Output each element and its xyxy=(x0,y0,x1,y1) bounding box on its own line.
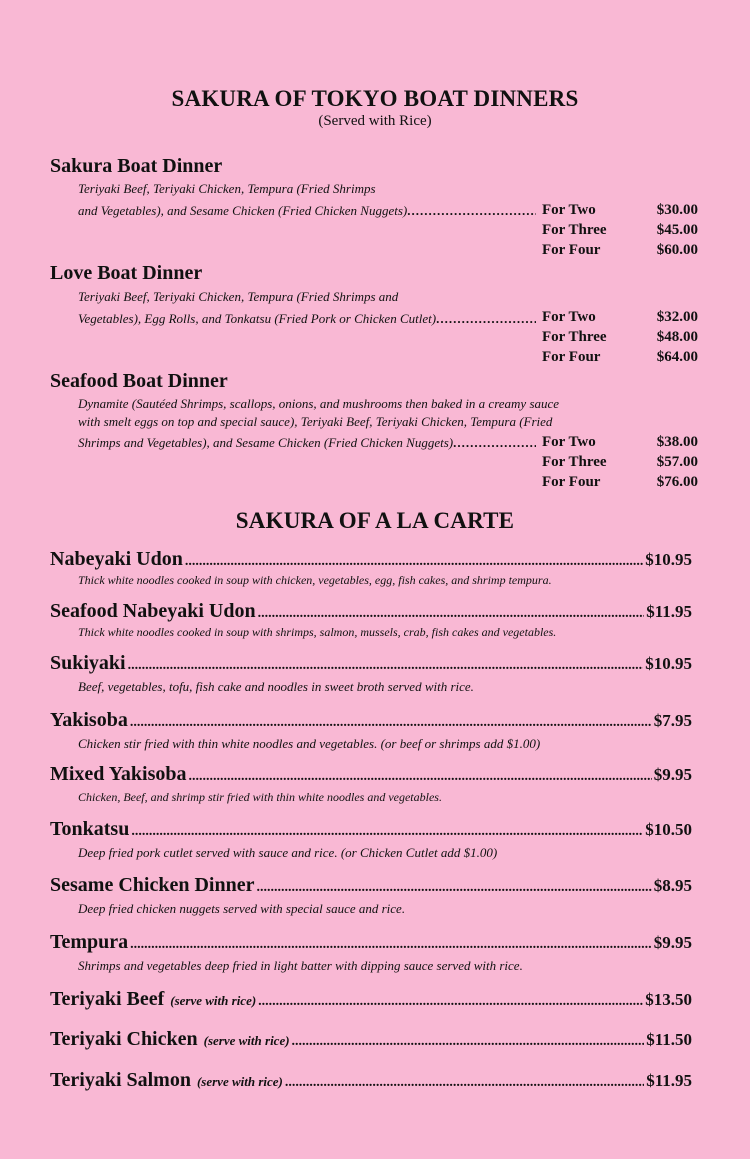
item-price: $11.95 xyxy=(646,1071,692,1090)
item-name: Sukiyaki xyxy=(50,652,126,674)
item-price: $11.95 xyxy=(646,602,692,621)
menu-item xyxy=(50,1069,692,1092)
boat-dinners-subtitle: (Served with Rice) xyxy=(318,113,432,129)
love-boat-dinner-desc-2: Vegetables), Egg Rolls, and Tonkatsu (Fried Pork or Chicken Cutlet) ..... xyxy=(78,311,536,327)
sakura-boat-dinner-desc-1: Teriyaki Beef, Teriyaki Chicken, Tempura (Fried Shrimps xyxy=(78,181,376,196)
seafood-boat-dinner-desc-3: Shrimps and Vegetables), and Sesame Chicken (Fried Chicken Nuggets) ..... xyxy=(78,435,536,451)
love-boat-size-two: For Two xyxy=(542,309,596,325)
alacarte-title: SAKURA OF A LA CARTE xyxy=(235,508,515,533)
item-description: Chicken, Beef, and shrimp stir fried with thin white noodles and vegetables. xyxy=(78,790,442,804)
love-boat-size-three: For Three xyxy=(542,329,607,345)
item-name: Mixed Yakisoba xyxy=(50,763,187,785)
item-note: (serve with rice) xyxy=(203,1033,290,1048)
item-name: Nabeyaki Udon xyxy=(50,548,183,570)
menu-item xyxy=(50,1028,692,1051)
love-boat-price-two: $32.00 xyxy=(656,309,698,325)
menu-item xyxy=(50,931,692,954)
item-name: Teriyaki Chicken xyxy=(50,1028,198,1050)
seafood-boat-price-four: $76.00 xyxy=(656,474,698,490)
item-price: $11.50 xyxy=(646,1030,692,1049)
boat-dinners-title: SAKURA OF TOKYO BOAT DINNERS xyxy=(171,86,579,111)
menu-item xyxy=(50,874,692,897)
sakura-boat-price-two: $30.00 xyxy=(656,202,698,218)
item-description: Deep fried chicken nuggets served with special sauce and rice. xyxy=(78,901,406,916)
menu-item xyxy=(50,652,692,675)
item-description: Chicken stir fried with thin white noodles and vegetables. (or beef or shrimps add $1.00) xyxy=(78,736,541,751)
seafood-boat-dinner-desc-2: with smelt eggs on top and special sauce), Teriyaki Beef, Teriyaki Chicken, Tempura (Fried xyxy=(78,414,553,429)
sakura-boat-dinner-name: Sakura Boat Dinner xyxy=(50,155,223,177)
love-boat-price-three: $48.00 xyxy=(656,329,698,345)
item-price: $9.95 xyxy=(653,933,692,952)
item-name: Teriyaki Beef xyxy=(50,988,165,1010)
menu-item xyxy=(50,763,692,786)
item-price: $10.50 xyxy=(645,820,692,839)
sakura-boat-dinner-desc-2: and Vegetables), and Sesame Chicken (Fried Chicken Nuggets) ..... xyxy=(78,203,536,219)
menu-item xyxy=(50,988,692,1011)
item-price: $9.95 xyxy=(653,765,692,784)
love-boat-dinner-desc-1: Teriyaki Beef, Teriyaki Chicken, Tempura (Fried Shrimps and xyxy=(78,289,399,304)
seafood-boat-price-two: $38.00 xyxy=(656,434,698,450)
sakura-boat-size-four: For Four xyxy=(542,242,601,258)
item-name: Seafood Nabeyaki Udon xyxy=(50,600,256,622)
menu-item xyxy=(50,818,692,841)
item-description: Shrimps and vegetables deep fried in light batter with dipping sauce served with rice. xyxy=(78,958,523,973)
sakura-boat-price-four: $60.00 xyxy=(656,242,698,258)
seafood-boat-size-three: For Three xyxy=(542,454,607,470)
love-boat-price-four: $64.00 xyxy=(656,349,698,365)
sakura-boat-size-two: For Two xyxy=(542,202,596,218)
seafood-boat-dinner-name: Seafood Boat Dinner xyxy=(50,370,228,392)
seafood-boat-size-four: For Four xyxy=(542,474,601,490)
item-description: Deep fried pork cutlet served with sauce and rice. (or Chicken Cutlet add $1.00) xyxy=(78,845,498,860)
item-note: (serve with rice) xyxy=(170,993,257,1008)
seafood-boat-dinner-desc-1: Dynamite (Sautéed Shrimps, scallops, onions, and mushrooms then baked in a creamy sauce xyxy=(78,396,560,411)
menu-item xyxy=(50,600,692,623)
menu-item xyxy=(50,548,692,571)
item-description: Thick white noodles cooked in soup with chicken, vegetables, egg, fish cakes, and shrimp tempura. xyxy=(78,573,552,587)
menu-item xyxy=(50,709,692,732)
item-name: Teriyaki Salmon xyxy=(50,1069,191,1091)
seafood-boat-size-two: For Two xyxy=(542,434,596,450)
sakura-boat-price-three: $45.00 xyxy=(656,222,698,238)
item-name: Yakisoba xyxy=(50,709,128,731)
item-note: (serve with rice) xyxy=(196,1074,283,1089)
love-boat-dinner-name: Love Boat Dinner xyxy=(50,262,203,284)
item-price: $10.95 xyxy=(645,550,692,569)
item-description: Beef, vegetables, tofu, fish cake and noodles in sweet broth served with rice. xyxy=(78,679,474,694)
item-price: $7.95 xyxy=(653,711,692,730)
item-price: $13.50 xyxy=(645,990,692,1009)
item-description: Thick white noodles cooked in soup with shrimps, salmon, mussels, crab, fish cakes and vegetables. xyxy=(78,625,557,639)
item-name: Sesame Chicken Dinner xyxy=(50,874,255,896)
seafood-boat-price-three: $57.00 xyxy=(656,454,698,470)
item-price: $8.95 xyxy=(653,876,692,895)
item-name: Tempura xyxy=(50,931,129,953)
sakura-boat-size-three: For Three xyxy=(542,222,607,238)
item-name: Tonkatsu xyxy=(50,818,130,840)
item-price: $10.95 xyxy=(645,654,692,673)
love-boat-size-four: For Four xyxy=(542,349,601,365)
